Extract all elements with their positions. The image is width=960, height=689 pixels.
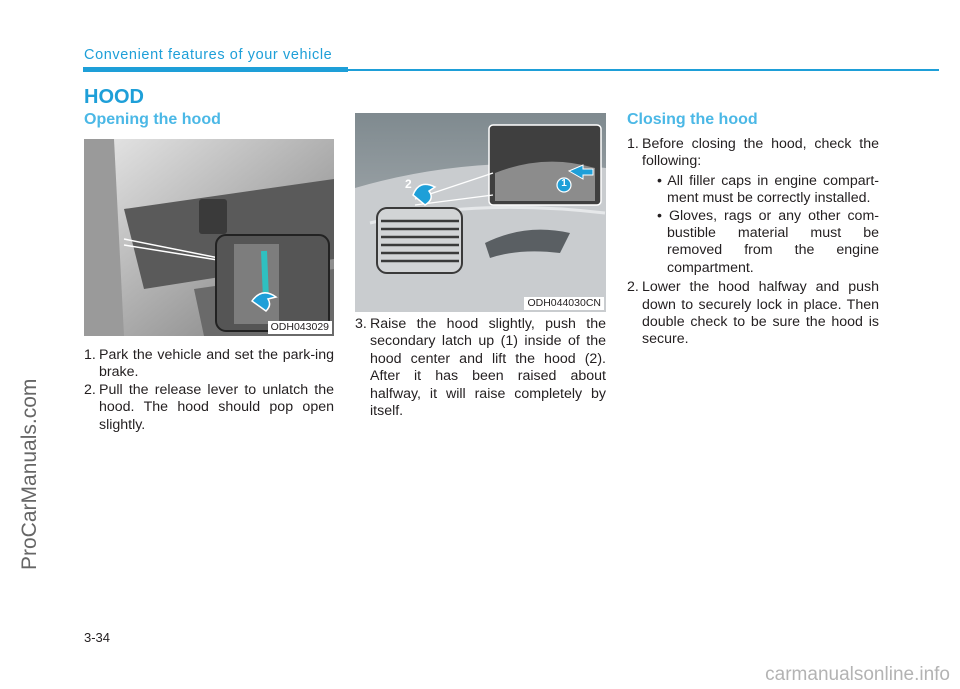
closing-heading: Closing the hood (627, 111, 758, 128)
hood-release-lever-illustration (84, 139, 334, 336)
list-item: 1. Before closing the hood, check the following: • All filler caps in engine compart-ment must be correctly installed. • Gloves, rags or any other com-bustible material must be removed from the engine compartment. (627, 136, 879, 276)
middle-figure-code: ODH044030CN (524, 297, 604, 310)
secondary-latch-illustration (355, 113, 606, 312)
list-item: • All filler caps in engine compart-ment must be correctly installed. (657, 172, 879, 207)
middle-steps (355, 316, 606, 420)
bottom-watermark: carmanualsonline.info (765, 664, 950, 685)
page-heading: HOOD (84, 86, 144, 108)
side-watermark: ProCarManuals.com (18, 378, 41, 570)
list-item: 2. Pull the release lever to unlatch the hood. The hood should pop open slightly. (84, 381, 334, 433)
list-item: • Gloves, rags or any other com-bustible material must be removed from the engine compartment. (657, 207, 879, 276)
list-item: 3. Raise the hood slightly, push the secondary latch up (1) inside of the hood center and lift the hood (2). After it has been raised about halfway, it will raise completely by itself. (355, 316, 606, 420)
middle-figure (355, 113, 606, 312)
callout-2: 2 (405, 177, 412, 191)
closing-steps (627, 136, 879, 349)
header-rule-thick (83, 67, 348, 72)
section-title: Convenient features of your vehicle (84, 47, 333, 63)
opening-figure (84, 139, 334, 336)
page-number: 3-34 (84, 630, 111, 645)
opening-steps (84, 347, 334, 434)
list-item: 2. Lower the hood halfway and push down to securely lock in place. Then double check to be sure the hood is secure. (627, 279, 879, 348)
opening-figure-code: ODH043029 (268, 321, 332, 334)
callout-1: 1 (561, 178, 567, 189)
closing-check-list (642, 173, 879, 277)
header-rule-thin (348, 69, 939, 71)
opening-heading: Opening the hood (84, 111, 221, 128)
list-item: 1. Park the vehicle and set the park-ing brake. (84, 347, 334, 381)
